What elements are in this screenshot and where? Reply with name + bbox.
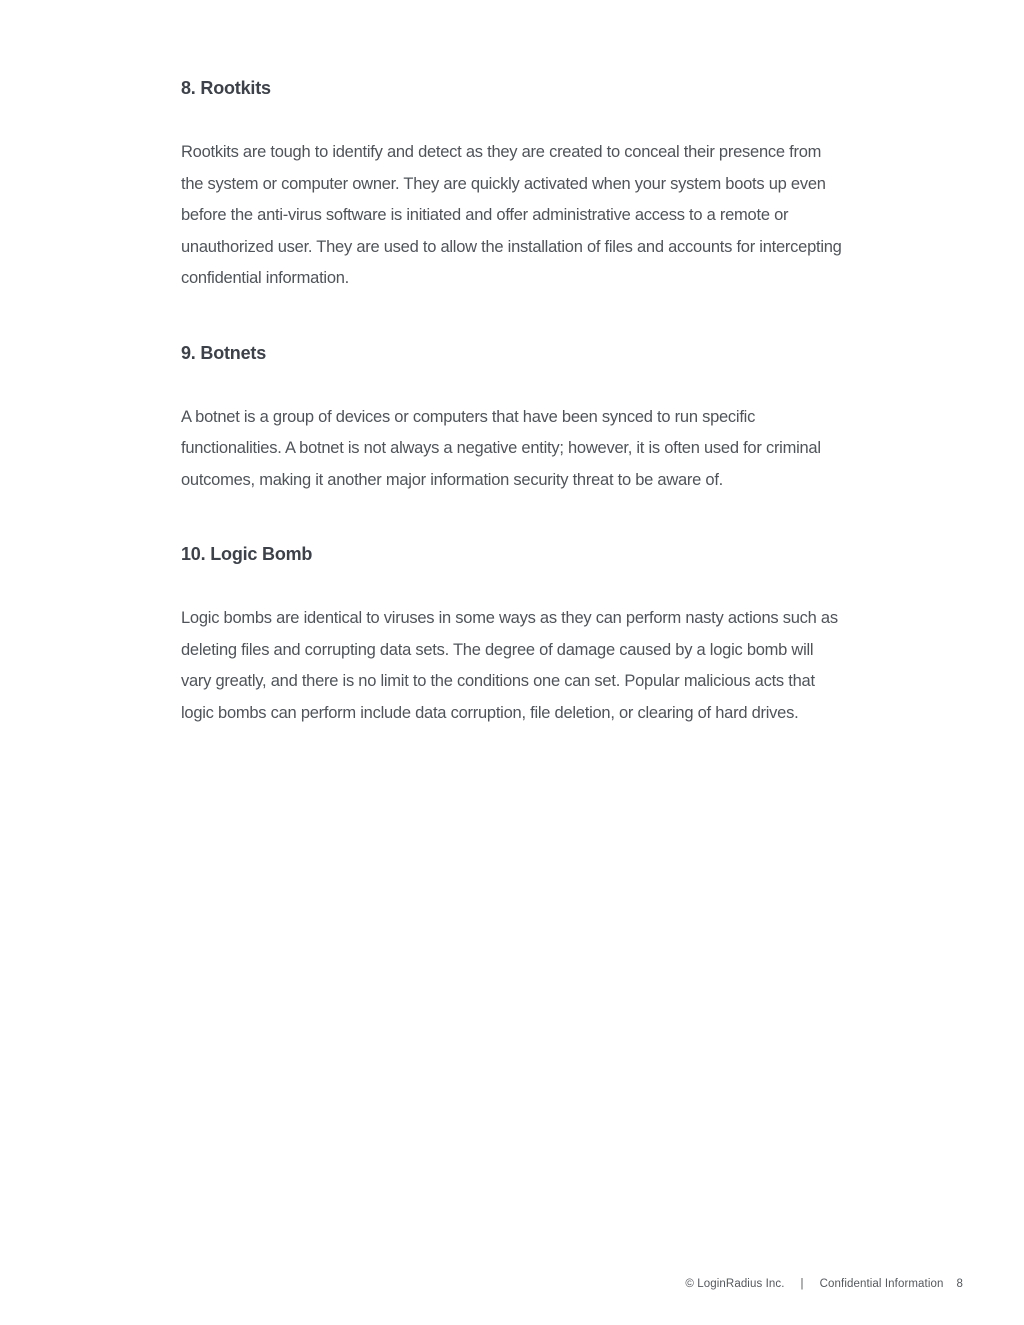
section-rootkits (181, 75, 846, 295)
footer-page-number: 8 (956, 1278, 963, 1290)
section-heading-logic-bomb: 10. Logic Bomb (181, 544, 313, 564)
footer-confidential-label: Confidential Information (819, 1278, 944, 1290)
page-content (181, 75, 846, 774)
section-botnets (181, 340, 846, 497)
section-body-logic-bomb: Logic bombs are identical to viruses in some ways as they can perform nasty actions such as deleting files and corrupting data sets. The degree of damage caused by a logic bomb will vary greatly, and there is no limit to the conditions one can set. Popular malicious acts that logic bombs can perform include data corruption, file deletion, or clearing of hard drives. (181, 609, 838, 722)
section-heading-rootkits: 8. Rootkits (181, 78, 271, 98)
page-footer (685, 1276, 963, 1292)
footer-copyright: © LoginRadius Inc. (685, 1278, 785, 1290)
footer-separator: | (800, 1278, 804, 1290)
section-logic-bomb (181, 541, 846, 729)
section-body-rootkits: Rootkits are tough to identify and detect as they are created to conceal their presence from the system or computer owner. They are quickly activated when your system boots up even before the anti-virus software is initiated and offer administrative access to a remote or unauthorized user. They are used to allow the installation of files and accounts for intercepting confidential information. (181, 143, 842, 287)
section-body-botnets: A botnet is a group of devices or computers that have been synced to run specific functionalities. A botnet is not always a negative entity; however, it is often used for criminal outcomes, making it another major information security threat to be aware of. (181, 407, 821, 489)
section-heading-botnets: 9. Botnets (181, 342, 267, 363)
